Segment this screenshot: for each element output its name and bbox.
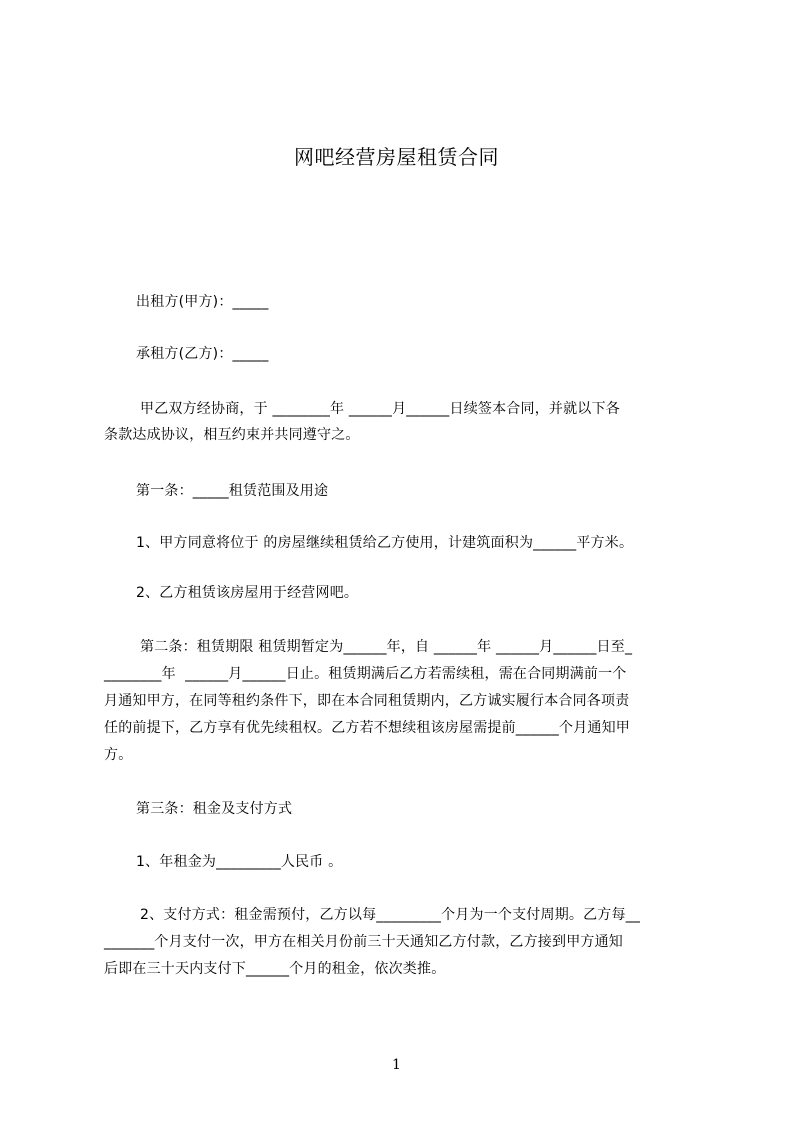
article-3-clause-2-line-1: 2、支付方式：租金需预付，乙方以每_________个月为一个支付周期。乙方每__	[140, 907, 641, 923]
article-2-line-1: 第二条：租赁期限 租赁期暂定为______年，自 ______年 ______月______日至_	[140, 639, 633, 655]
article-3-clause-1: 1、年租金为_________人民币 。	[136, 854, 343, 870]
article-1-clause-1: 1、甲方同意将位于 的房屋继续租赁给乙方使用，计建筑面积为______平方米。	[136, 535, 634, 551]
lessee-line: 承租方(乙方)：_____	[136, 346, 269, 362]
lessor-line: 出租方(甲方)：_____	[136, 294, 269, 310]
article-1-clause-2: 2、乙方租赁该房屋用于经营网吧。	[136, 585, 359, 601]
article-2-line-4: 任的前提下，乙方享有优先续租权。乙方若不想续租该房屋需提前______个月通知甲	[104, 720, 630, 736]
article-2-line-2: ________年 ______月______日止。租赁期满后乙方若需续租，需在合同期满前一个	[104, 666, 627, 682]
article-2-line-3: 月通知甲方，在同等租约条件下，即在本合同租赁期内，乙方诚实履行本合同各项责	[104, 693, 630, 709]
page-number: 1	[392, 1057, 401, 1073]
article-1-heading: 第一条：_____租赁范围及用途	[136, 483, 329, 499]
agreement-intro-line-2: 条款达成协议，相互约束并共同遵守之。	[104, 427, 360, 443]
article-3-heading: 第三条：租金及支付方式	[136, 801, 293, 817]
agreement-intro-line-1: 甲乙双方经协商，于 ________年 ______月______日续签本合同，并就以下各	[140, 401, 620, 417]
article-3-clause-2-line-3: 后即在三十天内支付下______个月的租金，依次类推。	[104, 961, 446, 977]
article-3-clause-2-line-2: _______个月支付一次，甲方在相关月份前三十天通知乙方付款，乙方接到甲方通知	[104, 934, 623, 950]
document-title: 网吧经营房屋租赁合同	[294, 145, 499, 169]
article-2-line-5: 方。	[104, 747, 133, 763]
